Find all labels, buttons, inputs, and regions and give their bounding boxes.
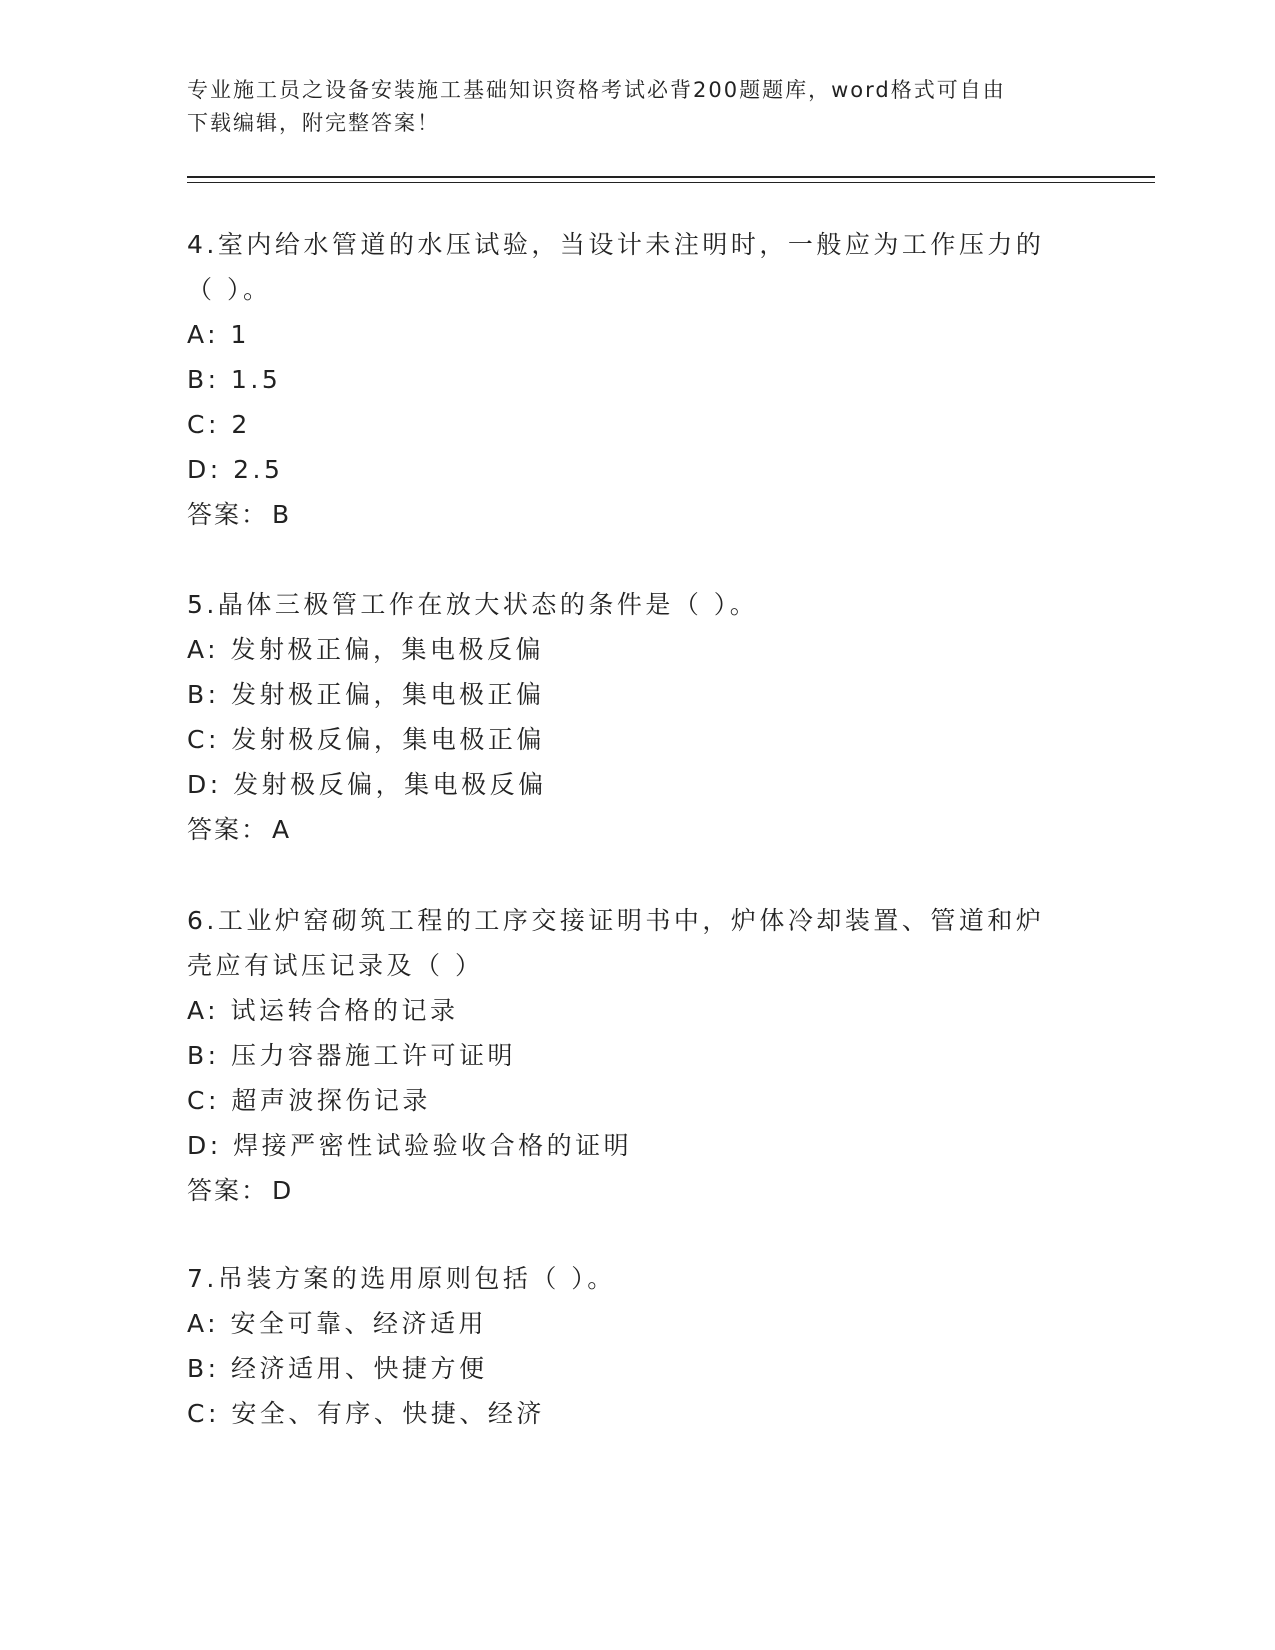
header-divider-thick: [187, 176, 1155, 178]
option-d: D: 2.5: [187, 455, 284, 484]
answer-line: [187, 1168, 1087, 1213]
question-6: [187, 898, 1087, 1213]
header-line-1: 专业施工员之设备安装施工基础知识资格考试必背200题题库，word格式可自由: [187, 78, 1006, 102]
question-4: [187, 222, 1087, 537]
option-b: B: 压力容器施工许可证明: [187, 1041, 517, 1070]
answer-value: D: [272, 1176, 294, 1205]
answer-line: [187, 492, 1087, 537]
answer-label: 答案：: [187, 500, 269, 529]
question-stem-line: 6.工业炉窑砌筑工程的工序交接证明书中，炉体冷却装置、管道和炉: [187, 906, 1045, 935]
answer-value: B: [272, 500, 292, 529]
option-d: D: 焊接严密性试验验收合格的证明: [187, 1131, 633, 1160]
option-c: C: 2: [187, 410, 251, 439]
answer-line: [187, 807, 1087, 852]
option-c: C: 发射极反偏，集电极正偏: [187, 725, 545, 754]
option-d: D: 发射极反偏，集电极反偏: [187, 770, 547, 799]
question-stem-line: （ ）。: [187, 275, 272, 304]
header-line-2: 下载编辑，附完整答案！: [187, 111, 440, 135]
question-stem-line: 5.晶体三极管工作在放大状态的条件是（ ）。: [187, 590, 759, 619]
option-b: B: 发射极正偏，集电极正偏: [187, 680, 545, 709]
option-c: C: 超声波探伤记录: [187, 1086, 431, 1115]
option-b: B: 1.5: [187, 365, 282, 394]
question-5: [187, 582, 1087, 852]
question-stem-line: 壳应有试压记录及（ ）: [187, 951, 484, 980]
option-a: A: 发射极正偏，集电极反偏: [187, 635, 545, 664]
option-c: C: 安全、有序、快捷、经济: [187, 1399, 545, 1428]
question-stem-line: 4.室内给水管道的水压试验，当设计未注明时，一般应为工作压力的: [187, 230, 1045, 259]
option-a: A: 1: [187, 320, 250, 349]
option-b: B: 经济适用、快捷方便: [187, 1354, 488, 1383]
question-7: [187, 1256, 1087, 1436]
option-a: A: 安全可靠、经济适用: [187, 1309, 488, 1338]
header-divider-thin: [187, 182, 1155, 183]
answer-value: A: [272, 815, 292, 844]
question-stem-line: 7.吊装方案的选用原则包括（ ）。: [187, 1264, 616, 1293]
document-header: [187, 74, 1087, 140]
answer-label: 答案：: [187, 1176, 269, 1205]
option-a: A: 试运转合格的记录: [187, 996, 459, 1025]
answer-label: 答案：: [187, 815, 269, 844]
